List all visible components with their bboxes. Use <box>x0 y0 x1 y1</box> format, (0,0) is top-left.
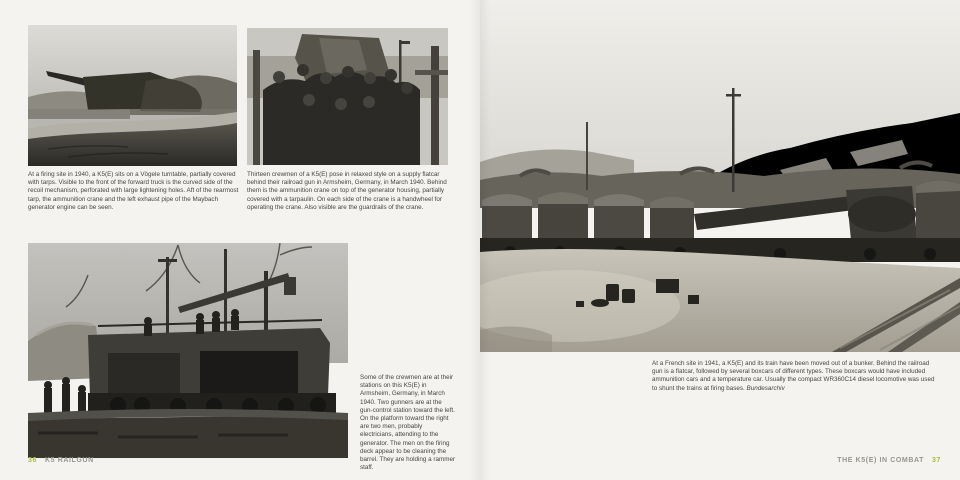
photo-crew-flatcar-image <box>247 28 448 165</box>
caption-crew-flatcar: Thirteen crewmen of a K5(E) pose in relaxed style on a supply flatcar behind their railroad gun in Armsheim, Germany, in March 1940. Behind them is the ammunition crane on top of the generator housing, partially covered with a tarpaulin. On each side of the crane is a handwheel for operating the crane. Also visible are the guardrails of the crane. <box>247 171 447 211</box>
photo-firing-site-image <box>28 25 237 166</box>
footer-left <box>28 457 94 464</box>
photo-crew-stations <box>28 243 348 458</box>
caption-french-site <box>652 360 938 393</box>
caption-crew-stations: Some of the crewmen are at their stations on this K5(E) in Armsheim, Germany, in March 1940. Two gunners are at the gun-control station toward the left. On the platform toward the right are two men, probably electricians, attending to the generator. The men on the firing deck appear to be cleaning the barrel. They are holding a rammer staff. <box>360 374 456 472</box>
photo-french-site <box>480 0 960 352</box>
photo-firing-site <box>28 25 237 166</box>
caption-french-site-text: At a French site in 1941, a K5(E) and its train have been moved out of a bunker. Behind the railroad gun is a flatcar, followed by several boxcars of different types. These boxcars would have included ammunition cars and a temperature car. Usually the compact WR360C14 diesel locomotive was used to shunt the trains at firing bases. <box>652 360 935 392</box>
page-number-right: 37 <box>932 457 941 464</box>
chapter-title: THE K5(E) IN COMBAT <box>837 457 924 464</box>
photo-crew-stations-image <box>28 243 348 458</box>
footer-right <box>837 457 941 464</box>
caption-firing-site: At a firing site in 1940, a K5(E) sits on a Vögele turntable, partially covered with tarps. Visible to the front of the forward truck is the curved side of the recoil mechanism, perforated with large lightening holes. Aft of the rearmost tarp, the ammunition crane and the left exhaust pipe of the Maybach generator engine can be seen. <box>28 171 239 211</box>
page-number-left: 36 <box>28 457 37 464</box>
photo-crew-flatcar <box>247 28 448 165</box>
photo-french-site-image <box>480 0 960 352</box>
book-title: K5 RAILGUN <box>45 457 94 464</box>
caption-french-site-credit: Bundesarchiv <box>746 384 785 392</box>
